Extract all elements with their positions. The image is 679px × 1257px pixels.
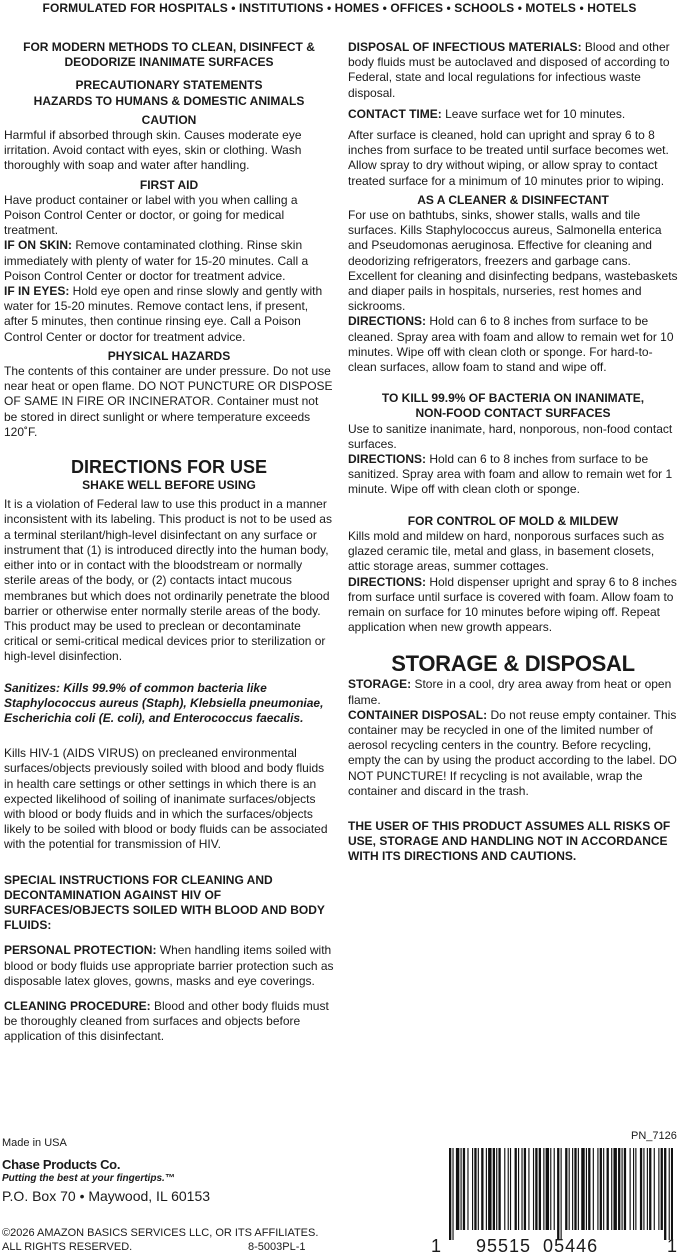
container-disposal-text: Do not reuse empty container. This container may be recycled in one of the limited number of aerosol recycling centers in the country. Before recycling, empty the can by using the product according to the label. DO NOT PUNCTURE! If recycling is not available, wrap the container and discard in the trash. [348,707,677,798]
barcode-bar [535,1148,537,1230]
barcode-bar [661,1148,663,1230]
storage-text: Store in a cool, dry area away from heat or open flame. [348,677,672,707]
barcode-bar [588,1148,590,1230]
barcode-bar [600,1148,602,1230]
barcode-bar [481,1148,483,1230]
personal-protection-label: PERSONAL PROTECTION: [4,943,157,958]
barcode-bar [613,1148,616,1230]
contact-time-text: Leave surface wet for 10 minutes. [441,106,626,121]
mold-heading: FOR CONTROL OF MOLD & MILDEW [407,513,619,528]
directions-text: It is a violation of Federal law to use this product in a manner inconsistent with its labeling. This product is not to be used as a terminal sterilant/high-level disinfectant on any surface or instrument that (1) is introduced directly into the human body, either into or in contact with the bloodstream or normally sterile areas of the body, or (2) contacts intact mucous membranes but which does not ordinarily penetrate the blood barrier or otherwise enter normally sterile areas of the body. This product may be used to preclean or decontaminate critical or semi-critical medical devices prior to sterilization or high-level disinfection. [4,497,332,664]
cleaner-directions-text: Hold can 6 to 8 inches from surface to be cleaned. Spray area with foam and allow to remain wet for 10 minutes. Wipe off with clean cloth or sponge. For hard-to-clean surfaces, allow foam to stand and wipe off. [348,314,674,375]
barcode-bar [658,1148,659,1230]
barcode [447,1148,673,1240]
barcode-left-digit: 1 [431,1236,442,1256]
disposal-paragraph [348,40,678,101]
barcode-bar [493,1148,495,1230]
barcode-bar [581,1148,584,1230]
barcode-bar [647,1148,648,1230]
after-cleaning-text: After surface is cleaned, hold can upright and spray 6 to 8 inches from surface to be treated until surface becomes wet. Allow spray to dry without wiping, or allow spray to contact treated surface for a minimum of 10 minutes prior to wiping. [348,128,669,188]
barcode-bar [607,1148,609,1230]
barcode-bar [546,1148,549,1230]
barcode-bar [498,1148,500,1230]
hiv-text: Kills HIV-1 (AIDS VIRUS) on precleaned environmental surfaces/objects previously soiled with blood and body fluids in health care settings or other settings in which there is an expected likelihood of soiling of inanimate surfaces/objects with blood or body fluids and in which the surfaces/objects likely to be soiled with blood or body fluids can be associated with the potential for transmission of HIV. [4,746,328,852]
kill-bacteria-heading-line1: TO KILL 99.9% OF BACTERIA ON INANIMATE, [381,391,645,406]
barcode-bar [515,1148,517,1230]
barcode-bar [633,1148,634,1230]
barcode-bar [463,1148,465,1230]
barcode-bar [586,1148,587,1230]
cleaning-procedure-label: CLEANING PROCEDURE: [4,998,151,1013]
copyright-line2: ALL RIGHTS RESERVED. [2,1241,133,1253]
barcode-bar [649,1148,651,1230]
eyes-paragraph [4,284,334,345]
physical-hazards-heading: PHYSICAL HAZARDS [107,348,231,363]
skin-label: IF ON SKIN: [4,238,72,253]
barcode-bar [449,1148,451,1240]
company-tagline: Putting the best at your fingertips.™ [2,1173,175,1184]
barcode-bar [550,1148,551,1230]
copyright-line1: ©2026 AMAZON BASICS SERVICES LLC, OR ITS AFFILIATES. [2,1227,319,1239]
barcode-bar [635,1148,636,1230]
barcode-bar [508,1148,509,1230]
sanitize-directions-text: Hold can 6 to 8 inches from surface to be sanitized. Spray area with foam and allow to remain wet for 1 minute. Wipe off with clean cloth or sponge. [348,452,673,497]
barcode-bar [461,1148,462,1230]
cleaning-procedure-text: Blood and other body fluids must be thoroughly cleaned from surfaces and objects before application of this disinfectant. [4,998,329,1044]
barcode-bar [524,1148,526,1230]
barcode-bar [561,1148,562,1240]
barcode-bar [528,1148,529,1230]
barcode-bar [521,1148,522,1230]
barcode-bar [504,1148,505,1230]
container-disposal-paragraph [348,708,678,799]
barcode-bar [543,1148,544,1230]
barcode-bar [472,1148,473,1230]
personal-protection-paragraph [4,943,334,989]
personal-protection-text: When handling items soiled with blood or body fluids use appropriate barrier protection such as disposable latex gloves, gowns, masks and eye coverings. [4,943,334,988]
physical-hazards-text: The contents of this container are under pressure. Do not use near heat or open flame. DO NOT PUNCTURE OR DISPOSE OF SAME IN FIRE OR INCINERATOR. Container must not be stored in direct sunlight or where temperature exceeds 120˚F. [4,364,333,439]
storage-paragraph [348,677,678,707]
storage-disposal-heading: STORAGE & DISPOSAL [391,651,635,677]
directions-label: DIRECTIONS: [348,452,426,467]
barcode-bar [654,1148,655,1230]
barcode-bar [478,1148,479,1230]
directions-label: DIRECTIONS: [348,574,426,589]
right-column [348,40,678,865]
barcode-bar [486,1148,487,1230]
cleaner-heading: AS A CLEANER & DISINFECTANT [417,192,609,207]
barcode-bar [539,1148,541,1230]
directions-label: DIRECTIONS: [348,314,426,329]
barcode-bar [643,1148,644,1230]
top-banner: FORMULATED FOR HOSPITALS • INSTITUTIONS • HOMES • OFFICES • SCHOOLS • MOTELS • HOTELS [42,1,637,15]
kill-bacteria-text: Use to sanitize inanimate, hard, nonporous, non-food contact surfaces. [348,421,673,451]
barcode-bar [467,1148,468,1230]
barcode-bar [510,1148,511,1230]
skin-text: Remove contaminated clothing. Rinse skin immediately with plenty of water for 15-20 minutes. Call a Poison Control Center or doctor for treatment advice. [4,238,309,283]
barcode-bar [593,1148,594,1230]
disposal-text: Blood and other body fluids must be autoclaved and disposed of according to Federal, state and local regulations for infectious waste disposal. [348,40,670,100]
barcode-bar [664,1148,666,1240]
barcode-bar [597,1148,598,1230]
barcode-bar [640,1148,642,1230]
barcode-bar [578,1148,579,1230]
left-column [4,40,334,1045]
barcode-bar [572,1148,573,1230]
mold-directions-text: Hold dispenser upright and spray 6 to 8 inches from surface until surface is covered with foam. Allow foam to remain on surface for 10 minutes before wiping off. Repeat application when new growth appears. [348,574,677,635]
mold-text: Kills mold and mildew on hard, nonporous surfaces such as glazed ceramic tile, metal and glass, in basement closets, attic storage areas, summer cottages. [348,528,665,574]
barcode-bar [669,1148,670,1240]
barcode-bar [518,1148,519,1230]
made-in-usa: Made in USA [2,1137,67,1149]
kill-bacteria-heading-line2: NON-FOOD CONTACT SURFACES [415,406,611,421]
barcode-bar [456,1148,459,1230]
barcode-bar [622,1148,623,1230]
intro-heading-line2: DEODORIZE INANIMATE SURFACES [64,55,274,70]
barcode-bar [474,1148,476,1230]
eyes-label: IF IN EYES: [4,284,70,299]
cleaning-procedure-paragraph [4,999,334,1045]
disposal-label: DISPOSAL OF INFECTIOUS MATERIALS: [348,40,582,54]
barcode-bar [496,1148,497,1230]
storage-label: STORAGE: [348,677,412,692]
caution-heading: CAUTION [141,112,197,127]
barcode-digits: 95515 05446 [476,1236,599,1256]
barcode-bar [574,1148,576,1230]
part-number: PN_7126 [631,1130,677,1142]
first-aid-text: Have product container or label with you when calling a Poison Control Center or doctor, or going for medical treatment. [4,192,298,238]
company-address: P.O. Box 70 • Maywood, IL 60153 [2,1188,211,1204]
directions-heading: DIRECTIONS FOR USE [70,457,267,478]
barcode-bar [624,1148,626,1230]
barcode-bar [565,1148,567,1230]
eyes-text: Hold eye open and rinse slowly and gently with water for 15-20 minutes. Remove contact lens, if present, after 5 minutes, then continue rinsing eye. Call a Poison Control Center or doctor for treatment advice. [4,284,323,344]
barcode-bar [488,1148,491,1230]
product-code: 8-5003PL-1 [248,1241,306,1253]
barcode-bar [569,1148,570,1230]
barcode-bar [603,1148,604,1230]
shake-well-heading: SHAKE WELL BEFORE USING [82,478,256,493]
barcode-bar [611,1148,612,1230]
precautionary-heading: PRECAUTIONARY STATEMENTS [75,78,263,93]
contact-time-paragraph [348,107,678,122]
cleaner-text: For use on bathtubs, sinks, shower stalls, walls and tile surfaces. Kills Staphylococcus aureus, Salmonella enterica and Pseudomonas aeruginosa. Effective for cleaning and deodorizing refrigerators, freezers and garbage cans. Excellent for cleaning and disinfecting bedpans, wastebaskets and diaper pails in hospitals, nurseries, rest homes and sickrooms. [348,208,678,314]
user-assumes-risk-text: THE USER OF THIS PRODUCT ASSUMES ALL RISKS OF USE, STORAGE AND HANDLING NOT IN ACCORDANCE WITH ITS DIRECTIONS AND CAUTIONS. [348,818,671,864]
cleaner-directions-paragraph [348,314,678,375]
mold-directions-paragraph [348,575,678,636]
barcode-right-digit: 1 [667,1236,678,1256]
caution-text: Harmful if absorbed through skin. Causes moderate eye irritation. Avoid contact with eyes, skin or clothing. Wash thoroughly with soap and water after handling. [4,128,302,173]
hazards-heading: HAZARDS TO HUMANS & DOMESTIC ANIMALS [33,93,305,108]
skin-paragraph [4,238,334,284]
container-disposal-label: CONTAINER DISPOSAL: [348,707,488,722]
special-instructions-heading: SPECIAL INSTRUCTIONS FOR CLEANING AND DECONTAMINATION AGAINST HIV OF SURFACES/OBJECTS SOILED WITH BLOOD AND BODY FLUIDS: [4,872,325,933]
barcode-bar [452,1148,453,1240]
barcode-bar [618,1148,620,1230]
barcode-bar [554,1148,555,1230]
first-aid-heading: FIRST AID [139,177,199,192]
sanitize-directions-paragraph [348,452,678,498]
barcode-bar [557,1148,559,1240]
intro-heading-line1: FOR MODERN METHODS TO CLEAN, DISINFECT & [23,40,315,54]
contact-time-label: CONTACT TIME: [348,106,442,121]
barcode-bar [533,1148,534,1230]
company-name: Chase Products Co. [2,1157,121,1172]
sanitizes-text: Sanitizes: Kills 99.9% of common bacteria like Staphylococcus aureus (Staph), Klebsiella pneumoniae, Escherichia coli (E. coli), and Enterococcus faecalis. [4,680,324,725]
barcode-bar [630,1148,631,1230]
barcode-bar [671,1148,673,1240]
